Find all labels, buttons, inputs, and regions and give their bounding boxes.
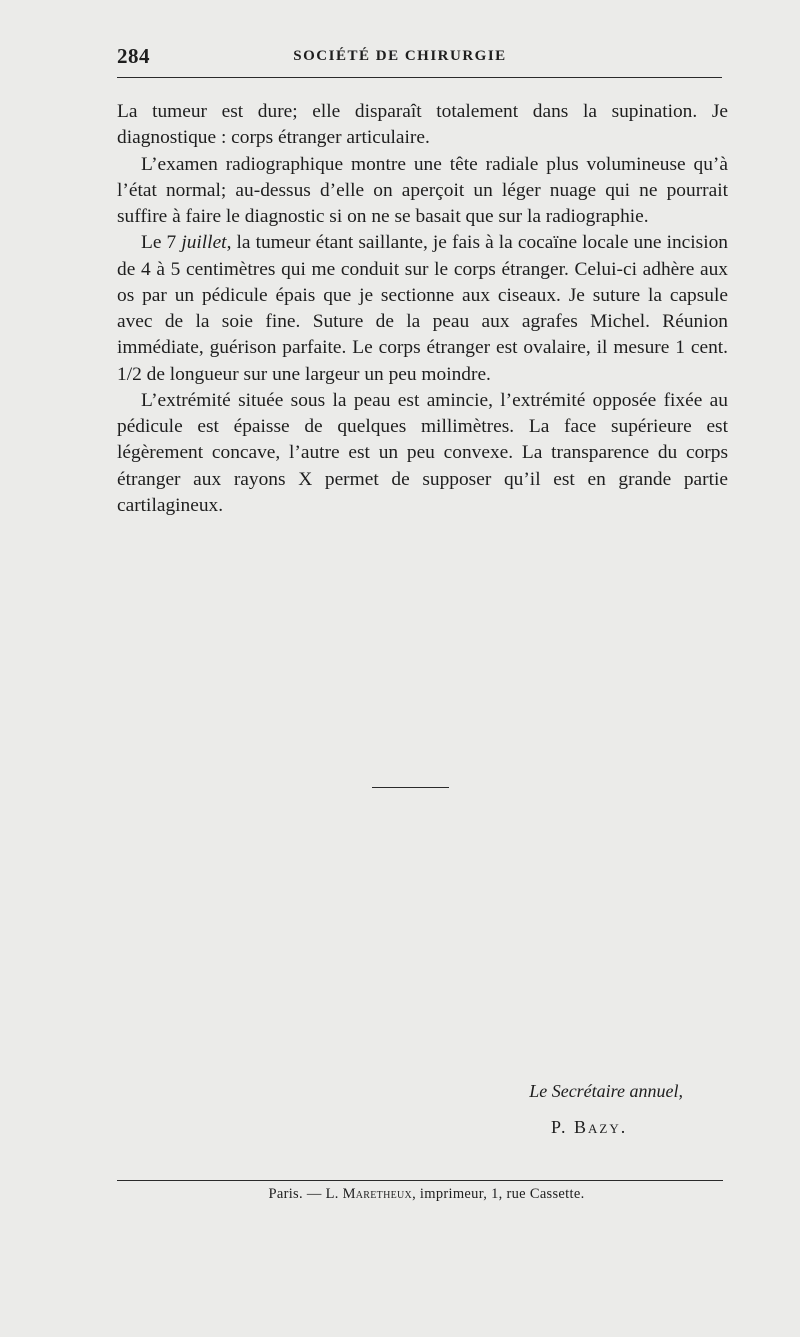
end-of-text-rule bbox=[372, 787, 449, 788]
paragraph-3-date: juillet bbox=[181, 232, 227, 254]
signature-initial: P. bbox=[551, 1117, 575, 1137]
paragraph-1: La tumeur est dure; elle disparaît totalement dans la supination. Je diagnostique : corps étranger articulaire. bbox=[117, 101, 728, 149]
paragraph-3 bbox=[117, 230, 728, 388]
paragraph-2: L’examen radiographique montre une tête radiale plus volumineuse qu’à l’état normal; au-dessus d’elle on aperçoit un léger nuage qui ne pourrait suffire à faire le diagnostic si on ne se basait que sur la radiographie. bbox=[117, 153, 728, 227]
paragraph-3-start: Le 7 bbox=[141, 232, 182, 254]
signature-surname: Bazy. bbox=[574, 1117, 628, 1137]
printer-prefix: Paris. — L. bbox=[268, 1186, 343, 1202]
header-rule bbox=[117, 77, 722, 78]
signature-title: Le Secrétaire annuel, bbox=[529, 1081, 683, 1101]
paragraph-3-rest: , la tumeur étant saillante, je fais à la cocaïne locale une incision de 4 à 5 centimètres qui me conduit sur le corps étranger. Celui-ci adhère aux os par un pédicule épais que je sectionne aux ciseaux. Je suture la capsule avec de la soie fine. Suture de la peau aux agrafes Michel. Réunion immédiate, guérison parfaite. Le corps étranger est ovalaire, il mesure 1 cent. 1/2 de longueur sur une largeur un peu moindre. bbox=[117, 232, 729, 385]
body-text bbox=[117, 99, 728, 519]
printer-name: Maretheux bbox=[342, 1186, 413, 1202]
printer-suffix: , imprimeur, 1, rue Cassette. bbox=[412, 1186, 585, 1202]
signature-name bbox=[551, 1117, 627, 1138]
printer-imprint bbox=[0, 1186, 800, 1203]
paragraph-4: L’extrémité située sous la peau est amincie, l’extrémité opposée fixée au pédicule est épaisse de quelques millimètres. La face supérieure est légèrement concave, l’autre est un peu convexe. La transparence du corps étranger aux rayons X permet de supposer qu’il est en grande partie cartilagineux. bbox=[117, 389, 728, 516]
page-number: 284 bbox=[117, 44, 150, 68]
running-title: SOCIÉTÉ DE CHIRURGIE bbox=[293, 48, 507, 64]
footer-rule bbox=[117, 1180, 723, 1181]
